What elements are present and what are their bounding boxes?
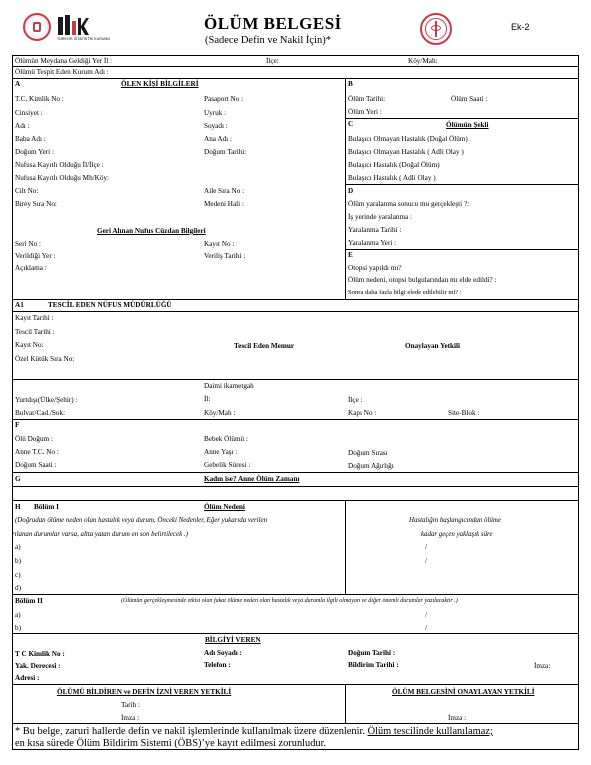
- a1-onaylayan-label: Onaylayan Yetkili: [405, 342, 461, 350]
- page-title: ÖLÜM BELGESİ: [204, 14, 342, 33]
- a1-kayit-tarihi-label: Kayıt Tarihi :: [15, 314, 54, 322]
- section-g-letter: G: [15, 475, 21, 483]
- b-olum-tarihi-label: Ölüm Tarihi:: [348, 95, 386, 103]
- form-code: Ek-2: [511, 22, 530, 32]
- a-aile-label: Aile Sıra No :: [204, 187, 245, 195]
- footer-note-part-1: * Bu belge, zaruri hallerde defin ve nakil işlemlerinde kullanılmak üzere düzenlenir.: [15, 726, 365, 737]
- cuzdan-verilis-label: Veriliş Tarihi :: [204, 252, 246, 260]
- h-row-a: a): [15, 543, 21, 551]
- a-dogum-tarihi-label: Doğum Tarihi:: [204, 148, 247, 156]
- cuzdan-seri-label: Seri No :: [15, 240, 41, 248]
- h-row-c: c): [15, 571, 21, 579]
- addr-site-label: Site-Blok :: [448, 409, 480, 417]
- bildiren-adres-label: Adresi :: [15, 674, 40, 682]
- section-b-letter: B: [348, 80, 353, 88]
- d-item-4: Yaralanma Yeri :: [348, 239, 397, 247]
- a-dogum-yeri-label: Doğum Yeri :: [15, 148, 54, 156]
- bildiren-tc-label: T C Kimlik No :: [15, 650, 65, 658]
- section-a-letter: A: [15, 80, 21, 88]
- a1-tescil-tarihi-label: Tescil Tarihi :: [15, 328, 55, 336]
- bildiren-telefon-label: Telefon :: [204, 661, 231, 669]
- a-cinsiyet-label: Cinsiyet :: [15, 109, 43, 117]
- tuik-seal-icon: [23, 13, 51, 41]
- section-a1-title: TESCİL EDEN NÜFUS MÜDÜRLÜĞÜ: [48, 301, 172, 309]
- determining-institution-label: Ölümü Tespit Eden Kurum Adı :: [15, 68, 109, 76]
- h-bolum2-row-a: a): [15, 611, 21, 619]
- footer-note-underlined: Ölüm tescilinde kullanılamaz;: [367, 726, 493, 737]
- left-tarih-label: Tarih :: [121, 701, 140, 709]
- h-right-2: kadar geçen yaklaşık süre: [421, 531, 493, 538]
- a-baba-label: Baba Adı :: [15, 135, 46, 143]
- c-item-4: Bulaşıcı Hastalık ( Adli Olay ): [348, 174, 436, 182]
- bildiren-imza-label: İmza:: [534, 662, 551, 670]
- bildiren-title: BİLGİYİ VEREN: [205, 636, 261, 644]
- a-medeni-label: Medeni Hali :: [204, 200, 244, 208]
- h-slash-b: /: [425, 557, 427, 565]
- e-item-1: Otopsi yapıldı mı?: [348, 264, 402, 272]
- a-uyruk-label: Uyruk :: [204, 109, 227, 117]
- addr-kapi-label: Kapı No :: [348, 409, 377, 417]
- a-soyadi-label: Soyadı :: [204, 122, 228, 130]
- section-d-letter: D: [348, 187, 354, 195]
- cuzdan-kayit-label: Kayıt No :: [204, 240, 235, 248]
- section-c-letter: C: [348, 120, 354, 128]
- c-item-2: Bulaşıcı Olmayan Hastalık ( Adli Olay ): [348, 148, 464, 156]
- bildiren-dogum-tarihi-label: Doğum Tarihi :: [348, 649, 396, 657]
- e-item-2: Ölüm nedeni, otopsi bulgularından mı elde edildi? :: [348, 276, 497, 284]
- tuik-logo-sub: TÜRKİYE İSTATİSTİK KURUMU: [57, 37, 111, 41]
- h-bolum2-slash-a: /: [425, 611, 427, 619]
- a-ana-label: Ana Adı :: [204, 135, 232, 143]
- right-imza-label: İmza :: [448, 714, 467, 722]
- h-row-b: b): [15, 557, 21, 565]
- f-gebelik-label: Gebelik Süresi :: [204, 461, 251, 469]
- h-row-d: d): [15, 584, 21, 592]
- f-olu-dogum-label: Ölü Doğum :: [15, 435, 53, 443]
- h-bolum2-row-b: b): [15, 624, 21, 632]
- d-item-3: Yaralanma Tarihi :: [348, 226, 402, 234]
- addr-yurtdisi-label: Yurtdışı(Ülke/Şehir) :: [15, 396, 78, 404]
- f-dogum-sirasi-label: Doğum Sırası: [348, 449, 388, 457]
- e-item-3: Sonra daha fazla bilgi elede edilebilir mi? :: [348, 289, 462, 296]
- left-imza-label: İmza :: [121, 714, 140, 722]
- section-e-letter: E: [348, 251, 353, 259]
- d-item-2: İş yerinde yaralanma :: [348, 213, 413, 221]
- addr-ilce-label: İlçe :: [348, 396, 363, 404]
- a-adi-label: Adı :: [15, 122, 30, 130]
- h-bolum2-label: Bölüm II: [15, 597, 43, 605]
- f-anne-yasi-label: Anne Yaşı :: [204, 448, 238, 456]
- c-item-1: Bulaşıcı Olmayan Hastalık (Doğal Ölüm): [348, 135, 468, 143]
- village-label: Köy/Mah:: [408, 57, 438, 65]
- a-tc-label: T.C. Kimlik No :: [15, 95, 64, 103]
- h-bolum1-label: Bölüm I: [34, 503, 59, 511]
- section-h-letter: H: [15, 503, 21, 511]
- f-dogum-saati-label: Doğum Saati :: [15, 461, 57, 469]
- health-ministry-seal-icon: [420, 13, 452, 45]
- a-nufus-mh-label: Nufusa Kayıtlı Olduğu Mh/Köy:: [15, 174, 110, 182]
- a-pasaport-label: Pasaport No :: [204, 95, 244, 103]
- cuzdan-verildigi-label: Verildiği Yer :: [15, 252, 56, 260]
- addr-il-label: İl:: [204, 395, 211, 403]
- daimi-ikametgah-label: Daimi ikametgah: [204, 382, 254, 390]
- section-f-letter: F: [15, 421, 20, 429]
- h-bolum2-slash-b: /: [425, 624, 427, 632]
- f-anne-tc-label: Anne T.C. No :: [15, 448, 59, 456]
- left-signature-title: ÖLÜMÜ BİLDİREN ve DEFİN İZNİ VEREN YETKİLİ: [57, 688, 232, 696]
- section-g-title: Kadın ise? Anne Ölüm Zamanı: [204, 475, 300, 483]
- page-subtitle: (Sadece Defin ve Nakil İçin)*: [205, 35, 331, 46]
- h-right-1: Hastalığın başlangıcından ölüme: [409, 517, 501, 524]
- c-item-3: Bulaşıcı Hastalık (Doğal Ölüm): [348, 161, 440, 169]
- section-a-title: ÖLEN KİŞİ BİLGİLERİ: [121, 80, 199, 88]
- b-olum-saati-label: Ölüm Saati :: [451, 95, 488, 103]
- h-slash-a: /: [425, 543, 427, 551]
- a1-kayit-no-label: Kayıt No:: [15, 341, 44, 349]
- f-bebek-label: Bebek Ölümü :: [204, 435, 248, 443]
- h-desc-1: (Doğrudan ölüme neden olan hastalık veya durum, Önceki Nedenler, Eğer yukarıda verilen: [15, 517, 268, 524]
- bildiren-yakinlik-label: Yak. Derecesi :: [15, 662, 61, 670]
- addr-bulvar-label: Bulvar/Cad./Sok:: [15, 409, 66, 417]
- cuzdan-title: Geri Alınan Nufus Cüzdan Bilgileri: [97, 227, 206, 235]
- a-nufus-il-label: Nufusa Kayıtlı Olduğu İl/İlçe :: [15, 161, 104, 169]
- h-bolum2-desc: (Ölümün gerçekleşmesinde etkisi olan fakat ölüme neden olan hastalık veya durumla ilgili olmayan ve diğer önemli durumlar yazılacaktır .): [121, 598, 458, 604]
- district-label: İlçe:: [266, 57, 279, 65]
- tuik-logo: [57, 13, 111, 43]
- b-olum-yeri-label: Ölüm Yeri :: [348, 108, 382, 116]
- a-cilt-label: Cilt No:: [15, 187, 39, 195]
- f-dogum-agirligi-label: Doğum Ağırlığı: [348, 462, 394, 470]
- section-a1-letter: A1: [15, 301, 24, 309]
- h-olum-nedeni-title: Ölüm Nedeni: [204, 503, 245, 511]
- death-place-province-label: Ölümün Meydana Geldiği Yer İl :: [15, 57, 113, 65]
- bildiren-adi-label: Adı Soyadı :: [204, 649, 242, 657]
- bildiren-bildirim-label: Bildirim Tarihi :: [348, 661, 399, 669]
- cuzdan-aciklama-label: Açıklama :: [15, 264, 47, 272]
- a1-tescil-memur-label: Tescil Eden Memur: [234, 342, 295, 350]
- h-desc-2: rılanan durumlar varsa, altta yatan durum en son belirtilecek .): [12, 531, 188, 538]
- a-birey-label: Birey Sıra No:: [15, 200, 57, 208]
- section-c-title: Ölümün Şekli: [446, 121, 489, 129]
- right-signature-title: ÖLÜM BELGESİNİ ONAYLAYAN YETKİLİ: [392, 688, 535, 696]
- footer-note-line-2: en kısa sürede Ölüm Bildirim Sistemi (ÖBS)’ye kayıt edilmesi zorunludur.: [15, 738, 327, 749]
- addr-koy-label: Köy/Mah :: [204, 409, 236, 417]
- a1-ozel-kutuk-label: Özel Kütük Sıra No:: [15, 355, 75, 363]
- d-item-1: Ölüm yaralanma sonucu mu gerçekleşti ?:: [348, 200, 470, 208]
